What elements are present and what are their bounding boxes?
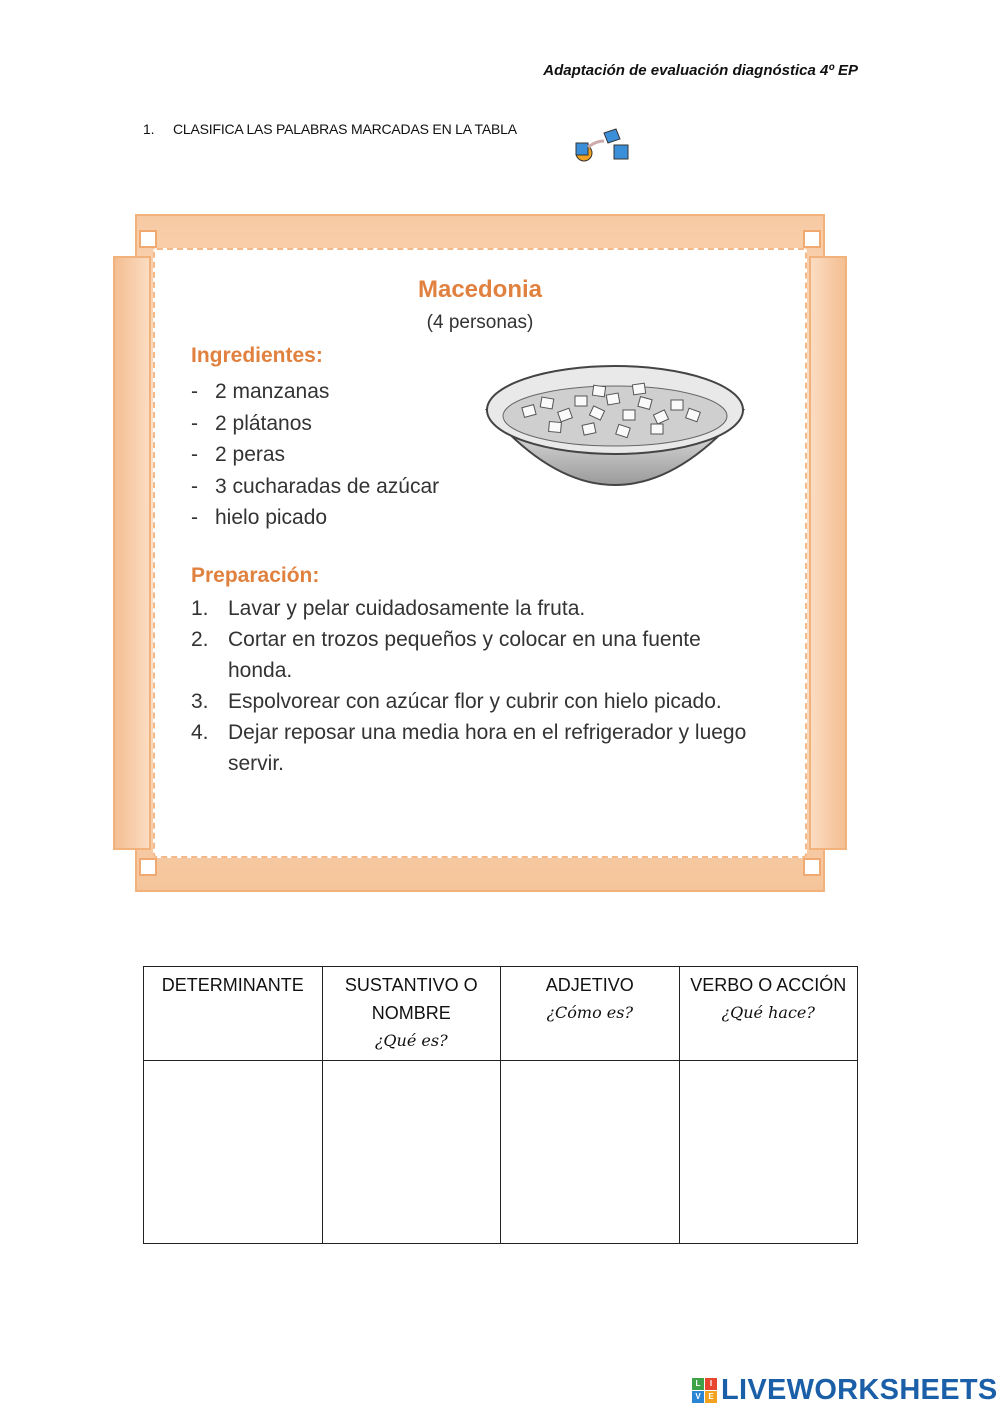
- step-item: 4. Dejar reposar una media hora en el refrigerador y luego servir.: [191, 721, 747, 775]
- worksheet-subtitle: Adaptación de evaluación diagnóstica 4º EP: [543, 62, 858, 79]
- answer-cell-sustantivo[interactable]: [322, 1061, 501, 1244]
- fruit-bowl-illustration: [483, 360, 747, 506]
- frame-corner: [139, 858, 157, 876]
- liveworksheets-logo: [692, 1374, 998, 1406]
- ingredient-item: - hielo picado: [191, 506, 328, 529]
- column-header-determinante: DETERMINANTE: [144, 967, 323, 1061]
- table-header-row: [144, 967, 858, 1061]
- frame-corner: [803, 230, 821, 248]
- preparation-title: Preparación:: [191, 564, 320, 587]
- ingredient-item: - 2 manzanas: [191, 380, 330, 403]
- ingredients-title: Ingredientes:: [191, 344, 323, 367]
- ingredients-list: [191, 376, 439, 534]
- ingredient-item: - 2 plátanos: [191, 411, 312, 435]
- instruction-text: CLASIFICA LAS PALABRAS MARCADAS EN LA TABLA: [173, 121, 517, 137]
- column-header-verbo: VERBO O ACCIÓN ¿Qué hace?: [679, 967, 858, 1061]
- logo-text: LIVEWORKSHEETS: [721, 1373, 998, 1406]
- shapes-sorting-icon: [574, 127, 632, 163]
- classification-table: [143, 966, 858, 1244]
- column-header-sustantivo: SUSTANTIVO O NOMBRE ¿Qué es?: [322, 967, 501, 1061]
- recipe-card: [113, 210, 847, 896]
- frame-side-left: [113, 256, 151, 850]
- preparation-steps: [191, 593, 791, 779]
- ingredient-item: - 2 peras: [191, 443, 286, 466]
- answer-cell-adjetivo[interactable]: [501, 1061, 680, 1244]
- answer-cell-determinante[interactable]: [144, 1061, 323, 1244]
- instruction-number: 1.: [143, 121, 155, 137]
- answer-cell-verbo[interactable]: [679, 1061, 858, 1244]
- step-item: 2. Cortar en trozos pequeños y colocar en una fuente honda.: [191, 628, 701, 682]
- logo-mark-icon: L I V E: [692, 1378, 717, 1403]
- step-item: 3. Espolvorear con azúcar flor y cubrir con hielo picado.: [191, 690, 722, 713]
- step-item: 1. Lavar y pelar cuidadosamente la fruta.: [191, 597, 586, 620]
- frame-corner: [803, 858, 821, 876]
- recipe-servings: (4 personas): [426, 312, 534, 333]
- frame-side-right: [809, 256, 847, 850]
- table-row: [144, 1061, 858, 1244]
- ingredient-item: - 3 cucharadas de azúcar: [191, 474, 440, 498]
- frame-corner: [139, 230, 157, 248]
- instruction: [143, 121, 517, 137]
- column-header-adjetivo: ADJETIVO ¿Cómo es?: [501, 967, 680, 1061]
- recipe-title: Macedonia: [417, 276, 543, 303]
